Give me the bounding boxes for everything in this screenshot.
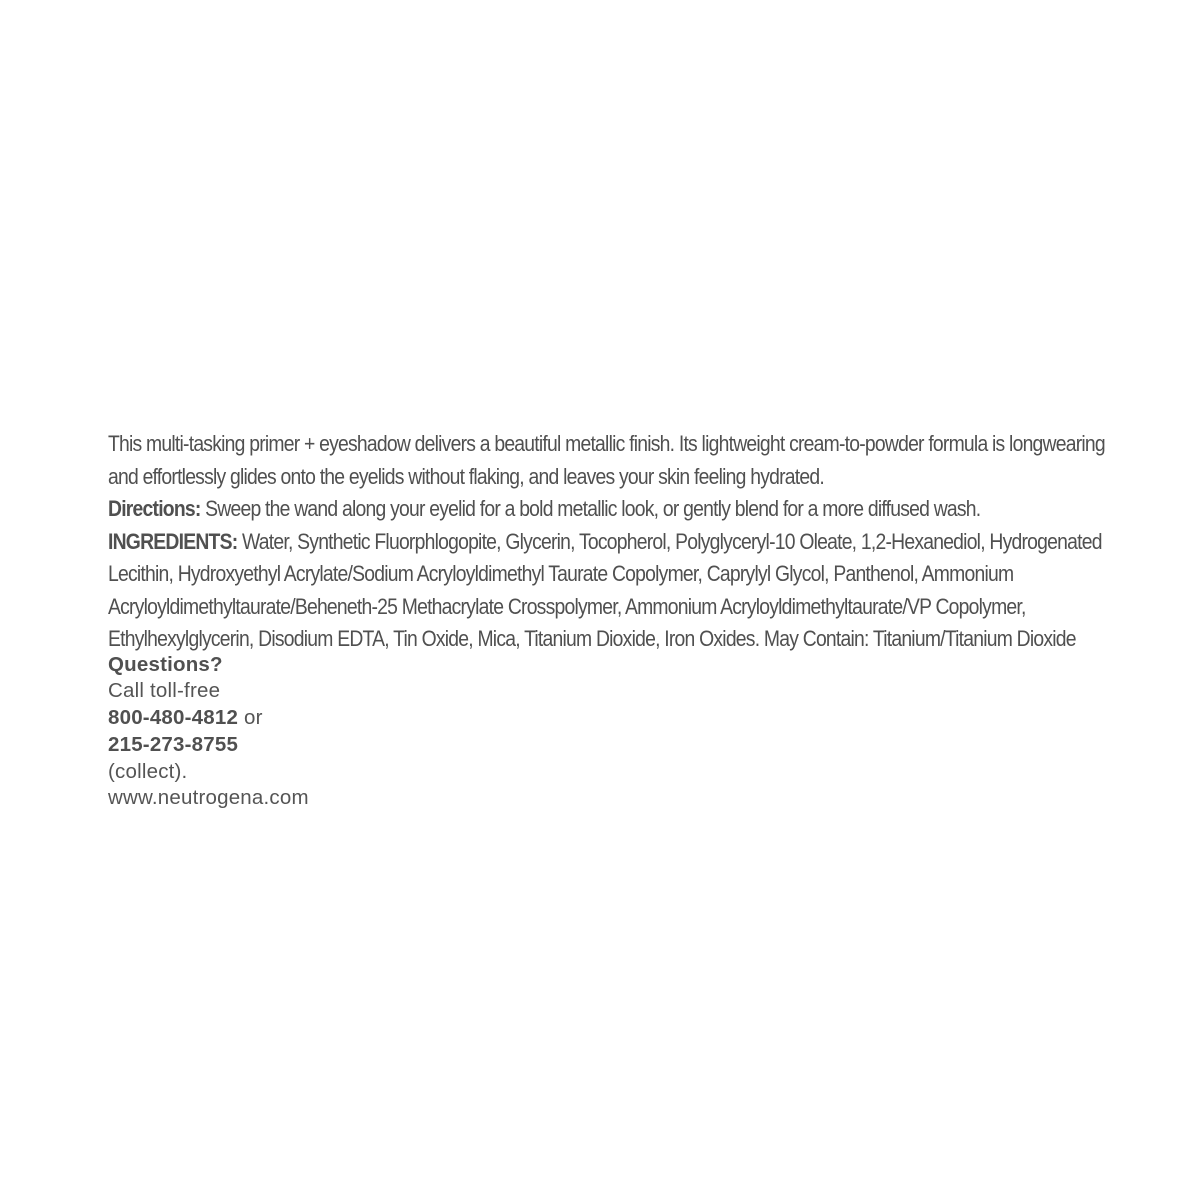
phone-line-1: [108, 705, 1128, 732]
contact-info: [108, 652, 1128, 813]
product-info: [108, 428, 1128, 656]
directions-text: Sweep the wand along your eyelid for a bold metallic look, or gently blend for a more diffused wash.: [200, 496, 981, 521]
call-toll-free-text: Call toll-free: [108, 679, 221, 703]
website-link: www.neutrogena.com: [108, 786, 309, 810]
directions-paragraph: [108, 493, 1128, 526]
collect-phone: 215-273-8755: [108, 732, 239, 756]
ingredients-paragraph: [108, 526, 1128, 656]
product-label-text: [108, 428, 1128, 812]
directions-label: Directions:: [108, 496, 201, 521]
toll-free-phone: 800-480-4812: [108, 706, 239, 730]
ingredients-text: Water, Synthetic Fluorphlogopite, Glycerin, Tocopherol, Polyglyceryl-10 Oleate, 1,2-Hexanediol, Hydrogenated Lecithin, Hydroxyethyl Acrylate/Sodium Acryloyldimethyl Taurate Copolymer, Caprylyl Glycol, Panthenol, Ammonium Acryloyldimethyltaurate/Beheneth-25 Methacrylate Crosspolymer, Ammonium Acryloyldimethyltaurate/VP Copolymer, Ethylhexylglycerin, Disodium EDTA, Tin Oxide, Mica, Titanium Dioxide, Iron Oxides. May Contain: Titanium/Titanium Dioxide: [108, 528, 1102, 651]
ingredients-label: INGREDIENTS:: [108, 528, 238, 554]
questions-heading: Questions?: [108, 652, 223, 676]
collect-text: (collect).: [108, 759, 188, 783]
product-description: This multi-tasking primer + eyeshadow delivers a beautiful metallic finish. Its lightweight cream-to-powder formula is longwearing and effortlessly glides onto the eyelids without flaking, and leaves your skin feeling hydrated.: [108, 431, 1105, 489]
or-text: or: [238, 706, 263, 730]
